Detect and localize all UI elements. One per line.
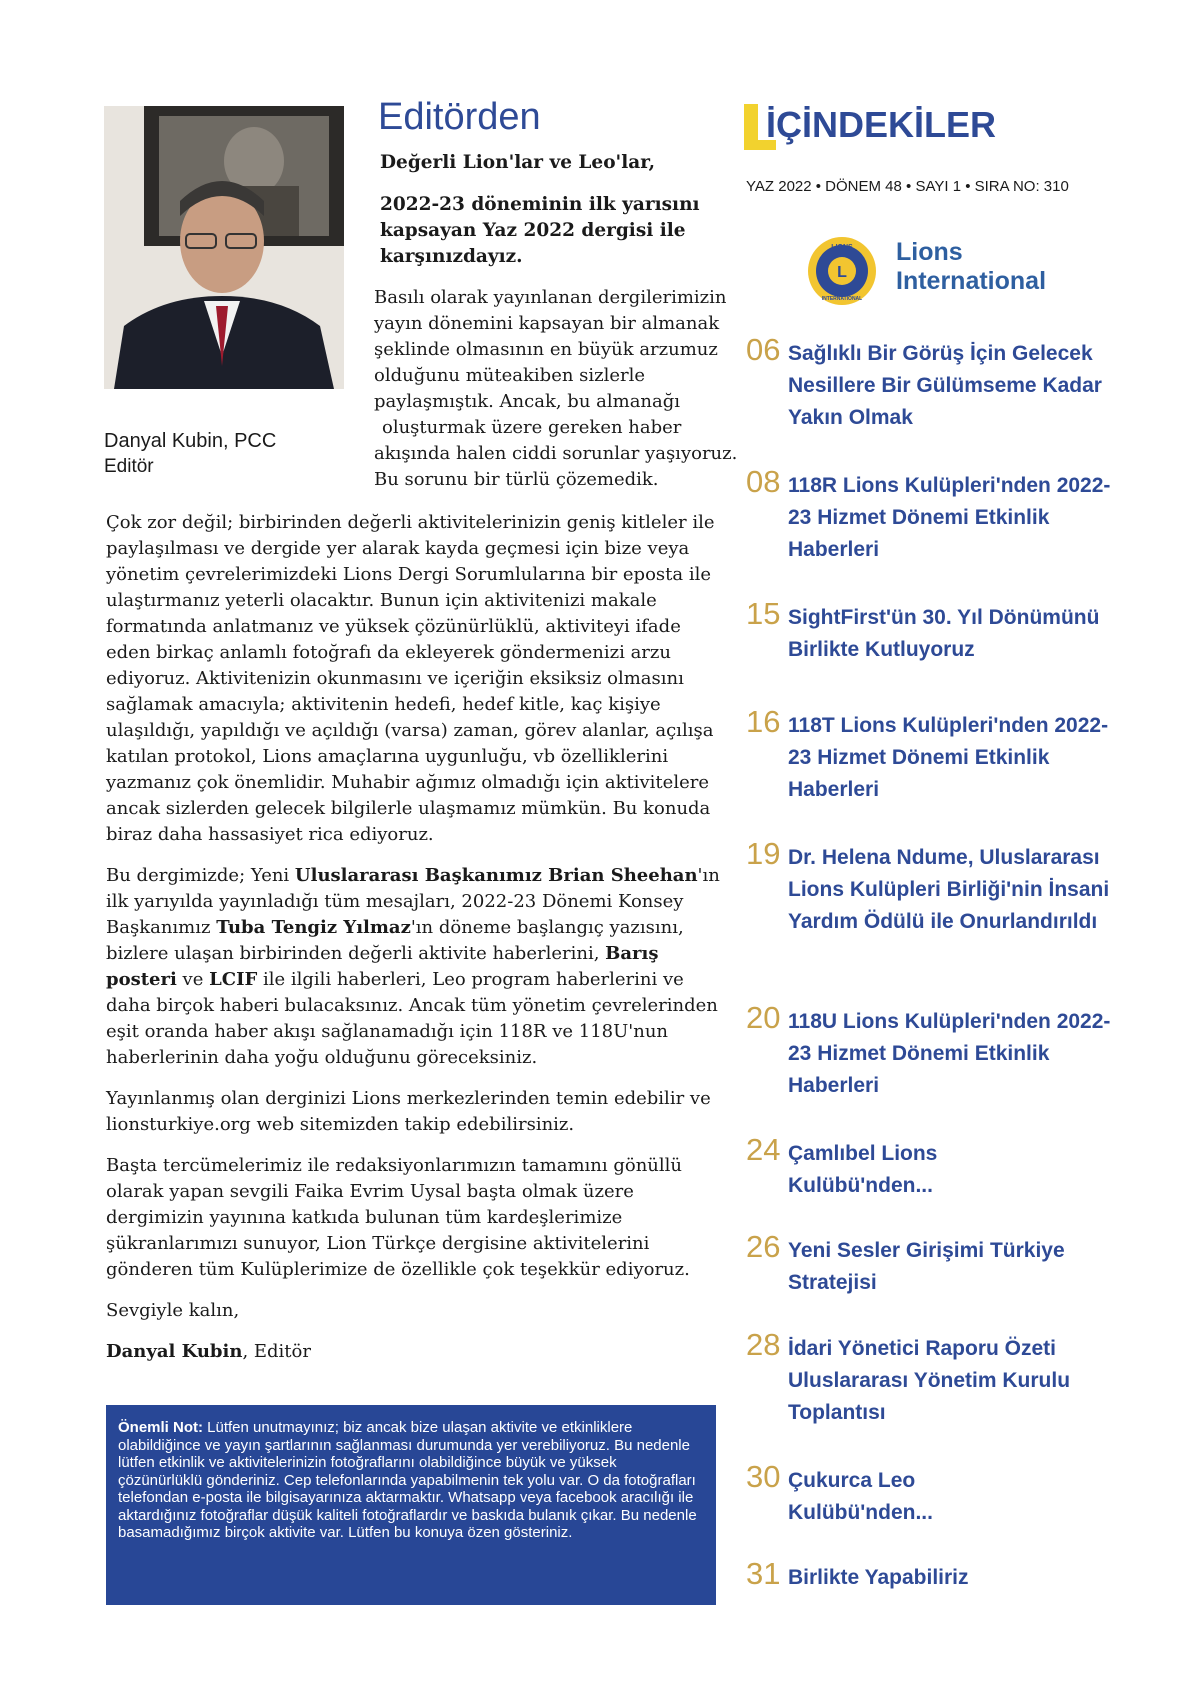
toc-page-number: 16 xyxy=(746,704,781,739)
intro-line: şeklinde olmasının en büyük arzumuz xyxy=(374,339,718,360)
intro-line: Basılı olarak yayınlanan dergilerimizin xyxy=(374,287,727,308)
toc-title: İÇİNDEKİLER xyxy=(766,104,997,145)
svg-text:INTERNATIONAL: INTERNATIONAL xyxy=(821,296,863,302)
toc-page-number: 08 xyxy=(746,464,781,499)
intro-line: paylaşmıştık. Ancak, bu almanağı xyxy=(374,391,681,412)
editorial-body xyxy=(106,510,726,1380)
toc-item-title: 118U Lions Kulüpleri'nden 2022-23 Hizmet Dönemi Etkinlik Haberleri xyxy=(788,1010,1111,1097)
intro-line: akışında halen ciddi sorunlar yaşıyoruz. xyxy=(374,443,738,464)
important-note-box xyxy=(106,1405,716,1605)
toc-page-number: 28 xyxy=(746,1327,781,1362)
body-paragraph: Çok zor değil; birbirinden değerli aktivitelerinizin geniş kitleler ile paylaşılması ve dergide yer alarak kayda geçmesi için bize veya yönetim çevrelerimizdeki Lions Dergi Sorumlularına bir eposta ile ulaştırmanız yeterli olacaktır. Bunun için aktivitenizi makale formatında anlatmanız ve yüksek çözünürlüklü, aktiviteyi ifade eden birkaç anlamlı fotoğrafı da ekleyerek göndermenizi arzu ediyoruz. Aktivitenizin okunmasını ve içeriğin eksiksiz olmasını sağlamak amacıyla; aktivitenin hedefi, hedef kitle, kaç kişiye ulaşıldığı, yapıldığı ve açıldığı (varsa) zaman, görev alanlar, açılışa katılan protokol, Lions amaçlarına uygunluğu, vb özelliklerini yazmanız çok önemlidir. Muhabir ağımız olmadığı için aktivitelere ancak sizlerden gelecek bilgilerle ulaşmamız mümkün. Bu konuda biraz daha hassasiyet rica ediyoruz. xyxy=(106,512,715,845)
toc-item-title: 118R Lions Kulüpleri'nden 2022-23 Hizmet Dönemi Etkinlik Haberleri xyxy=(788,474,1111,561)
toc-item-title: Çamlıbel Lions Kulübü'nden... xyxy=(788,1142,938,1197)
logo-wordmark: Lions International xyxy=(896,238,1047,295)
toc-item-title: Çukurca Leo Kulübü'nden... xyxy=(788,1469,933,1524)
toc-item-title: İdari Yönetici Raporu Özeti Uluslararası Yönetim Kurulu Toplantısı xyxy=(788,1337,1071,1424)
body-paragraph: Başta tercümelerimiz ile redaksiyonlarımızın tamamını gönüllü olarak yapan sevgili Faika Evrim Uysal başta olmak üzere dergimizin yayınına katkıda bulunan tüm kardeşlerimize şükranlarımızı sunuyor, Lion Türkçe dergisine aktivitelerini gönderen tüm Kulüplerimize de özellikle çok teşekkür ediyoruz. xyxy=(106,1155,690,1280)
toc-item-title: Dr. Helena Ndume, Uluslararası Lions Kulüpleri Birliği'nin İnsani Yardım Ödülü ile Onurlandırıldı xyxy=(788,846,1110,933)
note-text: Lütfen unutmayınız; biz ancak bize ulaşan aktivite ve etkinliklere olabildiğince ve yayın şartlarının sağlanması durumunda yer verebiliyoruz. Bu nedenle lütfen etkinlik ve aktivitelerinizin fotoğraflarını olabildiğince büyük ve yüksek çözünürlüklü gönderiniz. Cep telefonlarında yapabilmenin tek yolu var. O da fotoğrafları telefondan e-posta ile bilgisayarınıza aktarmaktır. Whatsapp veya facebook aracılığı ile aktardığınız fotoğraflar düşük kaliteli fotoğraflardır ve baskıda bulanık çıkar. Bu nedenle basamadığımız birçok aktivite var. Lütfen bu konuya özen gösteriniz. xyxy=(118,1419,697,1541)
intro-line: yayın dönemini kapsayan bir almanak xyxy=(374,313,720,334)
toc-issue-line: YAZ 2022 • DÖNEM 48 • SAYI 1 • SIRA NO: 310 xyxy=(746,178,1069,195)
toc-page-number: 31 xyxy=(746,1556,781,1591)
editorial-title: Editörden xyxy=(378,96,541,138)
toc-page-number: 26 xyxy=(746,1229,781,1264)
toc-item-title: 118T Lions Kulüpleri'nden 2022-23 Hizmet Dönemi Etkinlik Haberleri xyxy=(788,714,1109,801)
toc-item-title: Yeni Sesler Girişimi Türkiye Stratejisi xyxy=(788,1239,1065,1294)
toc-page-number: 19 xyxy=(746,836,781,871)
editorial-lead: 2022-23 döneminin ilk yarısını kapsayan Yaz 2022 dergisi ile karşınızdayız. xyxy=(380,194,700,267)
intro-line: Bu sorunu bir türlü çözemedik. xyxy=(374,469,659,490)
toc-item-title: SightFirst'ün 30. Yıl Dönümünü Birlikte Kutluyoruz xyxy=(788,606,1100,661)
toc-page-number: 24 xyxy=(746,1132,781,1167)
editor-photo xyxy=(104,106,344,389)
toc-item-title: Birlikte Yapabiliriz xyxy=(788,1566,969,1589)
toc-page-number: 30 xyxy=(746,1459,781,1494)
editorial-intro xyxy=(374,285,738,493)
note-label: Önemli Not: xyxy=(118,1419,203,1436)
toc-page-number: 20 xyxy=(746,1000,781,1035)
editorial-greeting: Değerli Lion'lar ve Leo'lar, xyxy=(380,152,656,173)
author-name: Danyal Kubin, PCC xyxy=(104,430,277,452)
toc-item-title: Sağlıklı Bir Görüş İçin Gelecek Nesillere Bir Gülümseme Kadar Yakın Olmak xyxy=(788,342,1102,429)
toc-page-number: 15 xyxy=(746,596,781,631)
body-paragraph: Yayınlanmış olan derginizi Lions merkezlerinden temin edebilir ve lionsturkiye.org web sitemizden takip edebilirsiniz. xyxy=(106,1088,711,1135)
toc-page-number: 06 xyxy=(746,332,781,367)
intro-line: olduğunu müteakiben sizlerle xyxy=(374,365,646,386)
closing-line: Sevgiyle kalın, xyxy=(106,1300,240,1321)
author-role: Editör xyxy=(104,456,154,477)
svg-text:L: L xyxy=(837,264,847,281)
body-paragraph: Bu dergimizde; Yeni Uluslararası Başkanımız Brian Sheehan'ın ilk yarıyılda yayınladığı tüm mesajları, 2022-23 Dönemi Konsey Başkanımız Tuba Tengiz Yılmaz'ın döneme başlangıç yazısını, bizlere ulaşan birbirinden değerli aktivite haberlerini, Barış posteri ve LCIF ile ilgili haberleri, Leo program haberlerini ve daha birçok haberi bulacaksınız. Ancak tüm yönetim çevrelerinden eşit oranda haber akışı sağlanamadığı için 118R ve 118U'nun haberlerinin daha yoğu olduğunu göreceksiniz. xyxy=(106,865,720,1068)
svg-text:LIONS: LIONS xyxy=(831,244,853,251)
intro-line: oluşturmak üzere gereken haber xyxy=(382,417,682,438)
lions-emblem-icon xyxy=(806,236,896,306)
signature: Danyal Kubin, Editör xyxy=(106,1341,311,1362)
